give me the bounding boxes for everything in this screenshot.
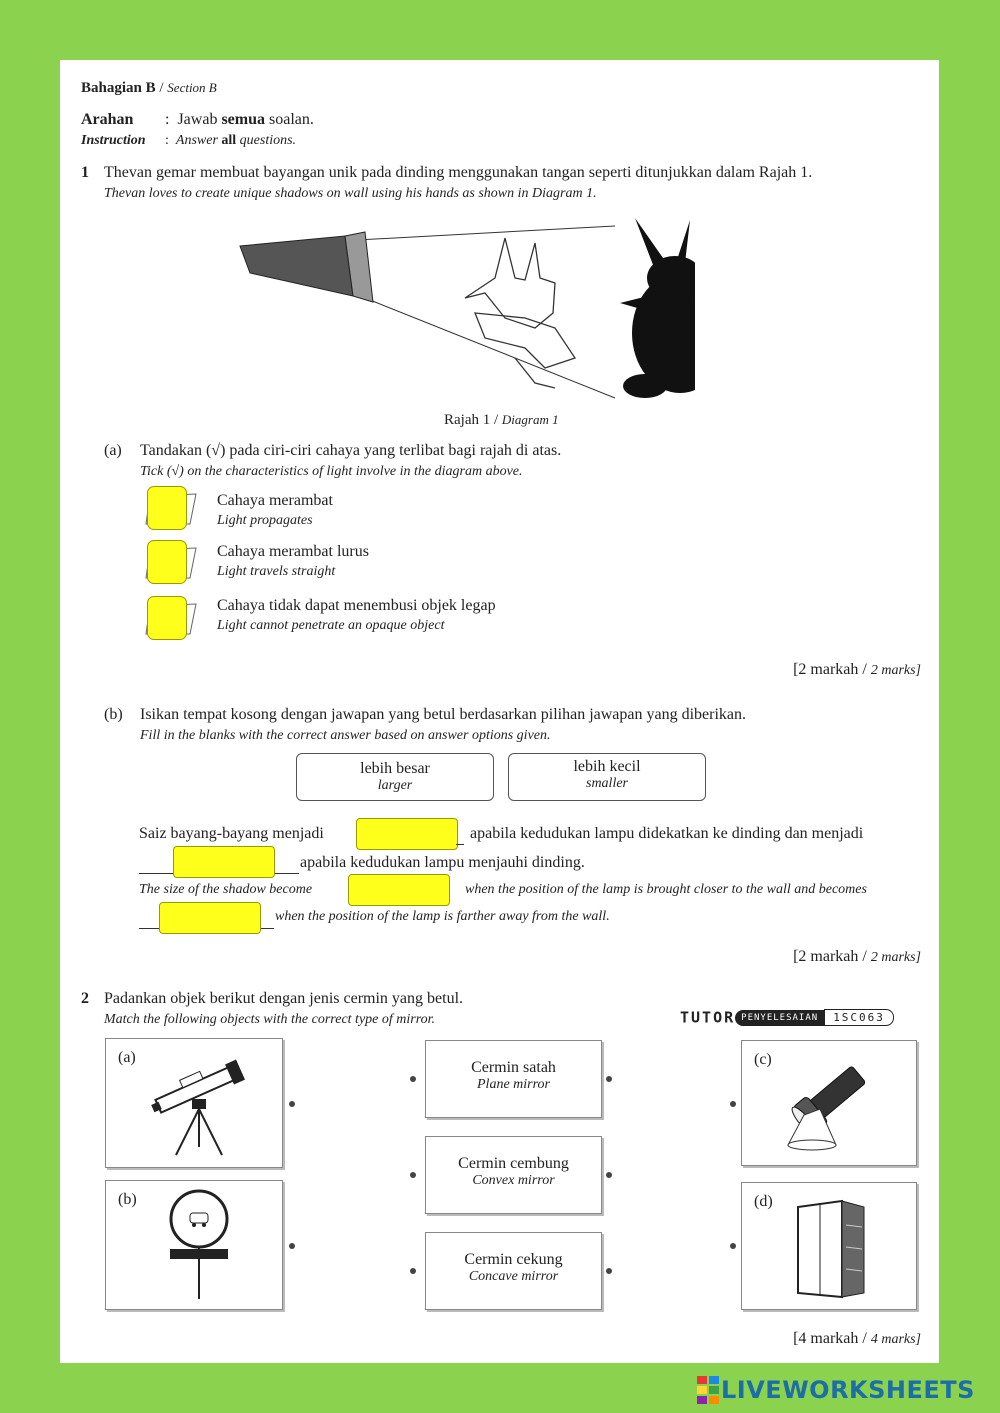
choice-larger: lebih besar larger (296, 753, 494, 801)
q2-marks: [4 markah / 4 marks] (793, 1330, 921, 1347)
q1a-option-1-en: Light propagates (217, 513, 313, 528)
q1a-option-2-ms: Cahaya merambat lurus (217, 543, 369, 560)
q1b-marks: [2 markah / 2 marks] (793, 948, 921, 965)
blank-line (456, 844, 464, 845)
instruction-ms: Arahan : Jawab semua soalan. (81, 111, 314, 128)
q1-number: 1 (81, 164, 89, 181)
tutor-badge: TUTOR PENYELESAIAN 1SC063 (680, 1007, 894, 1027)
q2-text-ms: Padankan objek berikut dengan jenis cermin yang betul. (104, 990, 464, 1007)
q1a-option-1-ms: Cahaya merambat (217, 492, 333, 509)
q1a-option-3-en: Light cannot penetrate an opaque object (217, 618, 445, 633)
flashlight-icon (240, 232, 373, 302)
road-mirror-icon (164, 1189, 234, 1301)
object-card-a: (a) (105, 1038, 283, 1168)
telescope-icon (144, 1047, 254, 1157)
match-dot-a[interactable] (289, 1101, 295, 1107)
q1a-option-3-ms: Cahaya tidak dapat menembusi objek legap (217, 597, 496, 614)
sentence-en-part-3: when the position of the lamp is farther away from the wall. (275, 909, 610, 924)
match-dot-plane-left[interactable] (410, 1076, 416, 1082)
q1a-option-2-en: Light travels straight (217, 564, 336, 579)
sentence-en-part-1: The size of the shadow become (139, 882, 313, 897)
sentence-ms-part-1: Saiz bayang-bayang menjadi (139, 825, 324, 842)
worksheet-page (60, 60, 939, 1363)
q2-text-en: Match the following objects with the correct type of mirror. (104, 1012, 436, 1027)
torchlight-icon (778, 1053, 888, 1153)
instruction-en: Instruction : Answer all questions. (81, 133, 297, 148)
liveworksheets-logo: LIVEWORKSHEETS (697, 1376, 975, 1408)
blank-en-1[interactable] (348, 874, 450, 906)
mirror-card-plane: Cermin satah Plane mirror (425, 1040, 602, 1118)
q1b-text-en: Fill in the blanks with the correct answer based on answer options given. (140, 728, 551, 743)
sentence-ms-part-3: apabila kedudukan lampu menjauhi dinding. (300, 854, 585, 871)
rabbit-shadow-icon (620, 218, 695, 398)
q1b-text-ms: Isikan tempat kosong dengan jawapan yang betul berdasarkan pilihan jawapan yang diberikan. (140, 706, 747, 723)
diagram-1-shadow (235, 218, 695, 408)
tick-box-2[interactable] (140, 540, 180, 586)
tick-box-1[interactable] (140, 486, 180, 532)
match-dot-convex-right[interactable] (606, 1172, 612, 1178)
sentence-ms-part-2: apabila kedudukan lampu didekatkan ke dinding dan menjadi (470, 825, 864, 842)
match-dot-plane-right[interactable] (606, 1076, 612, 1082)
match-dot-c[interactable] (730, 1101, 736, 1107)
q1a-text-en: Tick (√) on the characteristics of light involve in the diagram above. (140, 464, 523, 479)
match-dot-d[interactable] (730, 1243, 736, 1249)
q1a-label: (a) (104, 442, 122, 459)
blank-ms-2[interactable] (173, 846, 275, 878)
choice-smaller: lebih kecil smaller (508, 753, 706, 801)
match-dot-concave-right[interactable] (606, 1268, 612, 1274)
object-card-b: (b) (105, 1180, 283, 1310)
blank-ms-1[interactable] (356, 818, 458, 850)
match-dot-convex-left[interactable] (410, 1172, 416, 1178)
match-dot-concave-left[interactable] (410, 1268, 416, 1274)
q1-text-en: Thevan loves to create unique shadows on wall using his hands as shown in Diagram 1. (104, 186, 597, 201)
match-dot-b[interactable] (289, 1243, 295, 1249)
wardrobe-icon (794, 1197, 874, 1301)
liveworksheets-icon (697, 1376, 721, 1404)
mirror-card-concave: Cermin cekung Concave mirror (425, 1232, 602, 1310)
q1-text-ms: Thevan gemar membuat bayangan unik pada dinding menggunakan tangan seperti ditunjukkan dalam Rajah 1. (104, 164, 813, 181)
object-card-d: (d) (741, 1182, 917, 1310)
hands-icon (465, 238, 575, 388)
q1a-text-ms: Tandakan (√) pada ciri-ciri cahaya yang terlibat bagi rajah di atas. (140, 442, 562, 459)
mirror-card-convex: Cermin cembung Convex mirror (425, 1136, 602, 1214)
q1b-label: (b) (104, 706, 123, 723)
section-title: Bahagian B / Section B (81, 80, 217, 96)
blank-en-2[interactable] (159, 902, 261, 934)
object-card-c: (c) (741, 1040, 917, 1166)
tick-box-3[interactable] (140, 596, 180, 642)
diagram-1-caption: Rajah 1 / Diagram 1 (444, 412, 559, 428)
q1a-marks: [2 markah / 2 marks] (793, 661, 921, 678)
sentence-en-part-2: when the position of the lamp is brought closer to the wall and becomes (465, 882, 867, 897)
q2-number: 2 (81, 990, 89, 1007)
